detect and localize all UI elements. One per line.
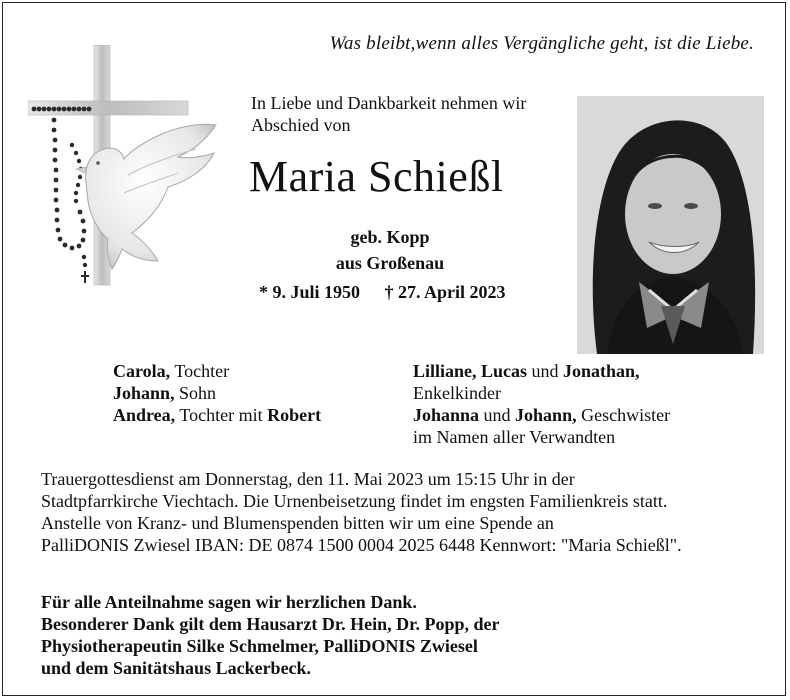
relative-entry	[113, 382, 321, 404]
relative-name: Lilliane, Lucas	[413, 361, 528, 381]
thanks-text	[41, 591, 761, 679]
service-info	[41, 468, 761, 556]
thanks-line: Für alle Anteilnahme sagen wir herzlichen Dank.	[41, 592, 417, 612]
relative-relation: Tochter	[170, 361, 230, 381]
relative-name: Andrea,	[113, 405, 176, 425]
relative-note: im Namen aller Verwandten	[413, 427, 616, 447]
relative-relation: Sohn	[174, 383, 217, 403]
rosary-icon	[32, 107, 92, 283]
thanks-line: Physiotherapeutin Silke Schmelmer, PalliDONIS Zwiesel	[41, 636, 478, 656]
relative-connector: und	[479, 405, 516, 425]
thanks-line: und dem Sanitätshaus Lackerbeck.	[41, 658, 312, 678]
deceased-name: Maria Schießl	[249, 152, 504, 201]
service-line: Anstelle von Kranz- und Blumenspenden bitten wir um eine Spende an	[41, 513, 554, 533]
birth-date: * 9. Juli 1950	[259, 282, 361, 302]
relative-entry	[113, 404, 321, 426]
relative-entry	[113, 360, 321, 382]
relative-name: Johanna	[413, 405, 480, 425]
service-line: Stadtpfarrkirche Viechtach. Die Urnenbeisetzung findet im engsten Familienkreis statt.	[41, 491, 668, 511]
death-date: † 27. April 2023	[384, 282, 506, 302]
birth-name: geb. Kopp	[350, 227, 430, 247]
thanks-line: Besonderer Dank gilt dem Hausarzt Dr. Hein, Dr. Popp, der	[41, 614, 500, 634]
origin: aus Großenau	[335, 253, 445, 273]
relative-name: Johann,	[113, 383, 175, 403]
relative-relation: Enkelkinder	[413, 383, 501, 403]
cross-dove-rosary-graphic	[28, 45, 218, 300]
relative-relation: Geschwister	[576, 405, 671, 425]
relative-name: Carola,	[113, 361, 171, 381]
relative-relation: Tochter mit	[175, 405, 268, 425]
relatives-left	[113, 360, 321, 426]
intro-line: In Liebe und Dankbarkeit nehmen wir	[251, 93, 527, 113]
life-dates	[259, 282, 526, 303]
service-line: PalliDONIS Zwiesel IBAN: DE 0874 1500 0004 2025 6448 Kennwort: "Maria Schießl".	[41, 535, 682, 555]
relative-name: Johann,	[515, 405, 577, 425]
portrait-photo	[577, 96, 764, 354]
intro-text	[251, 92, 571, 136]
relative-entry	[413, 360, 670, 382]
relative-name: Jonathan,	[563, 361, 640, 381]
relatives-right	[413, 360, 670, 448]
service-line: Trauergottesdienst am Donnerstag, den 11. Mai 2023 um 15:15 Uhr in der	[41, 469, 575, 489]
relative-entry	[413, 404, 670, 426]
relative-connector: und	[527, 361, 564, 381]
relative-partner-name: Robert	[267, 405, 322, 425]
intro-line: Abschied von	[251, 115, 351, 135]
motto: Was bleibt,wenn alles Vergängliche geht, ist die Liebe.	[329, 33, 754, 54]
